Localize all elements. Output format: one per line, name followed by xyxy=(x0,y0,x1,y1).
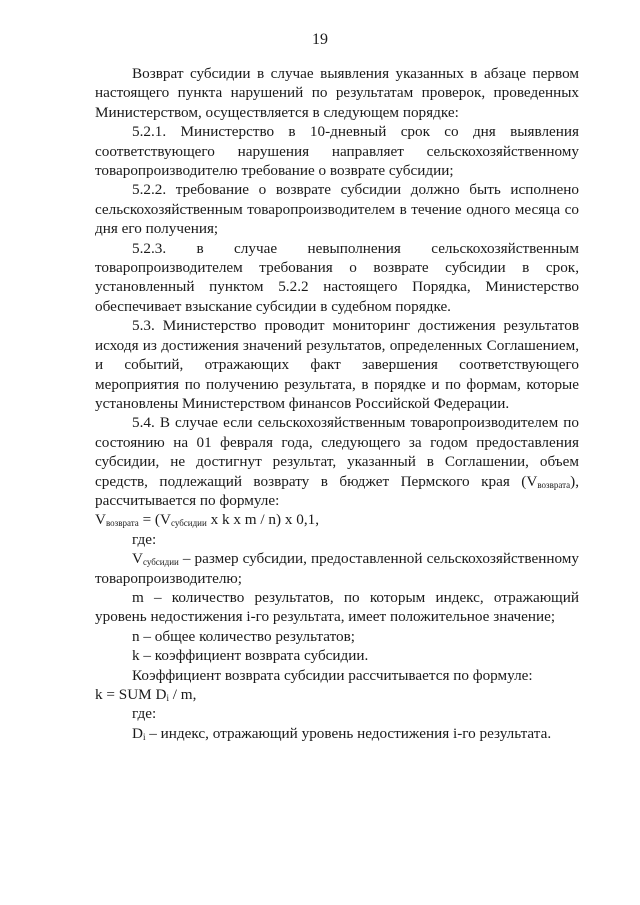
where-label-1: где: xyxy=(132,530,157,548)
definition-v-subsidy xyxy=(95,549,579,588)
paragraph-5-2-3: 5.2.3. в случае невыполнения сельскохозяйственным товаропроизводителем требования о возврате субсидии в срок, установленный пунктом 5.2.2 настоящего Порядка, Министерство обеспечивает взыскание субсидии в судебном порядке. xyxy=(95,239,579,315)
paragraph-5-2-1: 5.2.1. Министерство в 10-дневный срок со дня выявления соответствующего нарушения направляет сельскохозяйственному товаропроизводителю требование о возврате субсидии; xyxy=(95,123,579,180)
definition-d xyxy=(95,724,579,743)
def-d-text: – индекс, отражающий уровень недостижения i-го результата. xyxy=(145,724,552,742)
formula1-rhs-sub: субсидии xyxy=(170,518,207,529)
paragraph-5-4-text: 5.4. В случае если сельскохозяйственным товаропроизводителем по состоянию на 01 февраля года, следующего за годом предоставления субсидии, не достигнут результат, указанный в Соглашении, объем средств, подлежащий возврату в бюджет Пермского края (V xyxy=(95,414,579,490)
document-body xyxy=(95,64,579,743)
formula2-sub: i xyxy=(166,693,169,703)
def-d-var: D xyxy=(132,724,143,742)
page-number: 19 xyxy=(312,31,328,48)
paragraph-return-procedure: Возврат субсидии в случае выявления указанных в абзаце первом настоящего пункта нарушений по результатам проверок, проведенных Министерством, осуществляется в следующем порядке: xyxy=(95,65,579,121)
formula1-lhs-var: V xyxy=(95,511,106,529)
def-d-sub: i xyxy=(142,731,146,742)
def-v-sub: субсидии xyxy=(142,557,179,568)
where-label-2: где: xyxy=(132,705,157,723)
formula2-start: k = SUM D xyxy=(95,686,167,703)
definition-n: n – общее количество результатов; xyxy=(132,627,356,645)
coefficient-formula-intro: Коэффициент возврата субсидии рассчитывается по формуле: xyxy=(132,666,533,684)
def-v-text: – размер субсидии, предоставленной сельскохозяйственному товаропроизводителю; xyxy=(95,550,579,587)
formula1-lhs-sub: возврата xyxy=(105,518,139,529)
formula2-end: / m, xyxy=(168,686,197,703)
v-return-subscript: возврата xyxy=(537,479,571,490)
paragraph-5-4 xyxy=(95,413,579,510)
formula-return-amount xyxy=(95,510,579,529)
def-v-var: V xyxy=(132,550,143,568)
paragraph-5-2-2: 5.2.2. требование о возврате субсидии должно быть исполнено сельскохозяйственным товаропроизводителем в течение одного месяца со дня его получения; xyxy=(95,181,579,238)
formula-coefficient xyxy=(95,685,579,704)
definition-m: m – количество результатов, по которым индекс, отражающий уровень недостижения i-го результата, имеет положительное значение; xyxy=(95,588,579,626)
definition-k: k – коэффициент возврата субсидии. xyxy=(132,647,369,665)
paragraph-5-4-end: ), рассчитывается по формуле: xyxy=(95,472,579,509)
formula1-eq-open: = (V xyxy=(138,511,171,529)
paragraph-5-3: 5.3. Министерство проводит мониторинг достижения результатов исходя из достижения значений результатов, определенных Соглашением, и событий, отражающих факт завершения соответствующего мероприятия по получению результата, в порядке и по формам, которые установлены Министерством финансов Российской Федерации. xyxy=(95,317,579,412)
formula1-rest: x k x m / n) x 0,1, xyxy=(206,511,320,529)
